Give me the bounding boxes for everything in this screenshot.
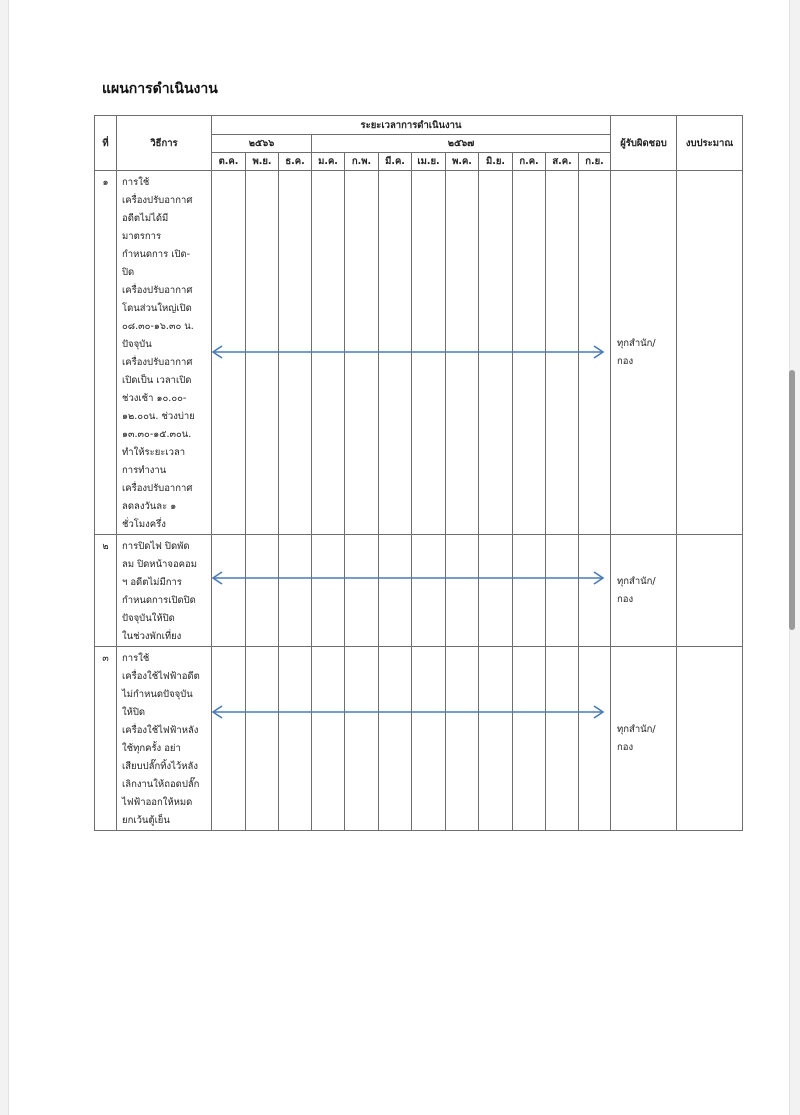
month-cell [379,535,412,647]
month-cell [212,647,246,831]
month-cell [246,171,279,535]
month-cell [446,535,479,647]
month-cell [479,171,513,535]
table-row [95,171,743,535]
header-period: ระยะเวลาการดำเนินงาน [212,116,611,135]
budget-cell [677,171,743,535]
month-cell [446,647,479,831]
month-header: มิ.ย. [479,153,513,171]
month-header: ก.พ. [345,153,379,171]
month-header: ก.ค. [513,153,546,171]
month-cell [479,647,513,831]
plan-table [94,115,743,831]
month-cell [212,535,246,647]
month-cell [546,647,579,831]
method-cell [117,647,212,831]
month-cell [379,647,412,831]
responsible-cell [611,647,677,831]
month-header: ส.ค. [546,153,579,171]
method-text: การใช้ เครื่องใช้ไฟฟ้าอดีต ไม่กำหนดปัจจุบัน ให้ปิด เครื่องใช้ไฟฟ้าหลัง ใช้ทุกครั้ง อย่า เสียบปลั๊กทิ้งไว้หลัง เลิกงานให้ถอดปลั๊ก ไฟฟ้าออกให้หมด ยกเว้นตู้เย็น [122,653,200,826]
month-cell [513,647,546,831]
month-cell [279,647,312,831]
month-cell [279,535,312,647]
method-cell [117,535,212,647]
month-cell [513,535,546,647]
month-cell [412,647,446,831]
method-text: การปิดไฟ ปิดพัด ลม ปิดหน้าจอคอม ฯ อดีตไม่มีการ กำหนดการเปิดปิด ปัจจุบันให้ปิด ในช่วงพักเที่ยง [122,541,197,642]
responsible-text: ทุกสำนัก/ กอง [617,575,656,605]
month-cell [412,171,446,535]
responsible-cell [611,171,677,535]
month-header: ธ.ค. [279,153,312,171]
header-year-2566: ๒๕๖๖ [212,135,312,153]
vertical-scrollbar[interactable] [789,370,795,630]
month-header: พ.ย. [246,153,279,171]
month-cell [345,535,379,647]
method-cell [117,171,212,535]
header-year-2567: ๒๕๖๗ [312,135,611,153]
month-header: เม.ย. [412,153,446,171]
budget-cell [677,647,743,831]
responsible-text: ทุกสำนัก/ กอง [617,337,656,367]
table-row [95,535,743,647]
month-header: ต.ค. [212,153,246,171]
table-row [95,647,743,831]
month-cell [579,647,611,831]
month-header: พ.ค. [446,153,479,171]
budget-cell [677,535,743,647]
method-text: การใช้ เครื่องปรับอากาศ อดีตไม่ได้มี มาตรการ กำหนดการ เปิด- ปิด เครื่องปรับอากาศ โดนส่วนใหญ่เปิด ๐๘.๓๐-๑๖.๓๐ น. ปัจจุบัน เครื่องปรับอากาศ เปิดเป็น เวลาเปิด ช่วงเช้า ๑๐.๐๐- ๑๒.๐๐น. ช่วงบ่าย ๑๓.๓๐-๑๕.๓๐น. ทำให้ระยะเวลา การทำงาน เครื่องปรับอากาศ ลดลงวันละ ๑ ชั่วโมงครึ่ง [122,177,195,530]
row-number: ๓ [95,647,117,831]
month-cell [312,535,345,647]
month-cell [546,535,579,647]
month-cell [579,535,611,647]
month-cell [513,171,546,535]
month-cell [279,171,312,535]
month-cell [446,171,479,535]
header-responsible: ผู้รับผิดชอบ [611,116,677,171]
month-cell [479,535,513,647]
header-budget: งบประมาณ [677,116,743,171]
month-cell [379,171,412,535]
row-number: ๒ [95,535,117,647]
month-cell [312,171,345,535]
month-cell [546,171,579,535]
month-cell [246,647,279,831]
month-cell [345,647,379,831]
month-cell [312,647,345,831]
month-cell [412,535,446,647]
page-title: แผนการดำเนินงาน [102,81,218,97]
month-cell [579,171,611,535]
month-cell [345,171,379,535]
responsible-cell [611,535,677,647]
responsible-text: ทุกสำนัก/ กอง [617,723,656,753]
month-header: มี.ค. [379,153,412,171]
month-header: ม.ค. [312,153,345,171]
month-cell [246,535,279,647]
header-method: วิธีการ [117,116,212,171]
month-cell [212,171,246,535]
header-no: ที่ [95,116,117,171]
row-number: ๑ [95,171,117,535]
month-header: ก.ย. [579,153,611,171]
